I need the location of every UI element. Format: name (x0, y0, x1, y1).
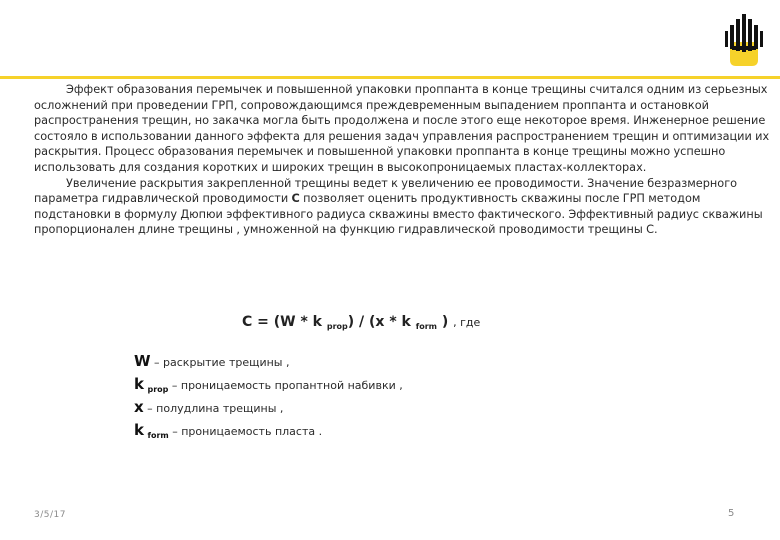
rosneft-logo-icon (722, 12, 766, 68)
definition-x: x – полудлина трещины , (134, 398, 284, 416)
footer-date: 3/5/17 (34, 510, 66, 520)
logo-bar-left-2 (730, 25, 734, 49)
paragraph-2-end: позволяет оценить продуктивность скважины после ГРП методом подстановки в формулу Дюпюи эффективного радиуса скважины вместо фактического. Эффективный радиус скважины пропорционален длине трещины , умноженной на функцию гидравлической проводимости трещины С. (34, 192, 763, 237)
logo-bar-right-2 (754, 25, 758, 49)
definition-k-form: k $_{form}$ – проницаемость пласта . (134, 421, 323, 440)
header-divider (0, 76, 780, 79)
conductivity-symbol: С (291, 192, 300, 206)
formula-part-3: ) (436, 314, 454, 330)
page-number: 5 (728, 508, 735, 519)
logo-band (732, 46, 756, 50)
paragraph-2 (34, 176, 772, 238)
definition-w: W – раскрытие трещины , (134, 352, 290, 370)
formula-sub-prop: prop (326, 322, 348, 331)
paragraph-1: Эффект образования перемычек и повышенной упаковки проппанта в конце трещины считался одним из серьезных осложнений при проведении ГРП, сопровождающимся преждевременным выпадением проппанта и остановкой распространения трещин, но закачка могла быть продолжена и после этого еще некоторое время. Инженерное решение состояло в использовании данного эффекта для решения задач управления распространением трещин и оптимизации их раскрытия. Процесс образования перемычек и повышенной упаковки проппанта в конце трещины можно успешно использовать для создания коротких и широких трещин в высокопроницаемых пластах-коллекторах. (34, 83, 770, 174)
formula-suffix: , где (453, 316, 481, 329)
formula-sub-form: form (415, 322, 437, 331)
definition-k-prop: k $_{prop}$ – проницаемость пропантной набивки , (134, 375, 403, 394)
definitions-list (134, 352, 734, 444)
conductivity-formula (242, 314, 480, 331)
logo-bar-right-3 (760, 31, 763, 47)
logo-bar-left-3 (725, 31, 728, 47)
body-text (34, 82, 772, 238)
formula-part-1: С = (W * k (242, 314, 327, 330)
paragraph-2-start: Увеличение раскрытия закрепленной трещины ведет к увеличению ее проводимости. Значение безразмерного параметра гидравлической проводимости (34, 176, 738, 206)
formula-part-2: ) / (x * k (347, 314, 416, 330)
